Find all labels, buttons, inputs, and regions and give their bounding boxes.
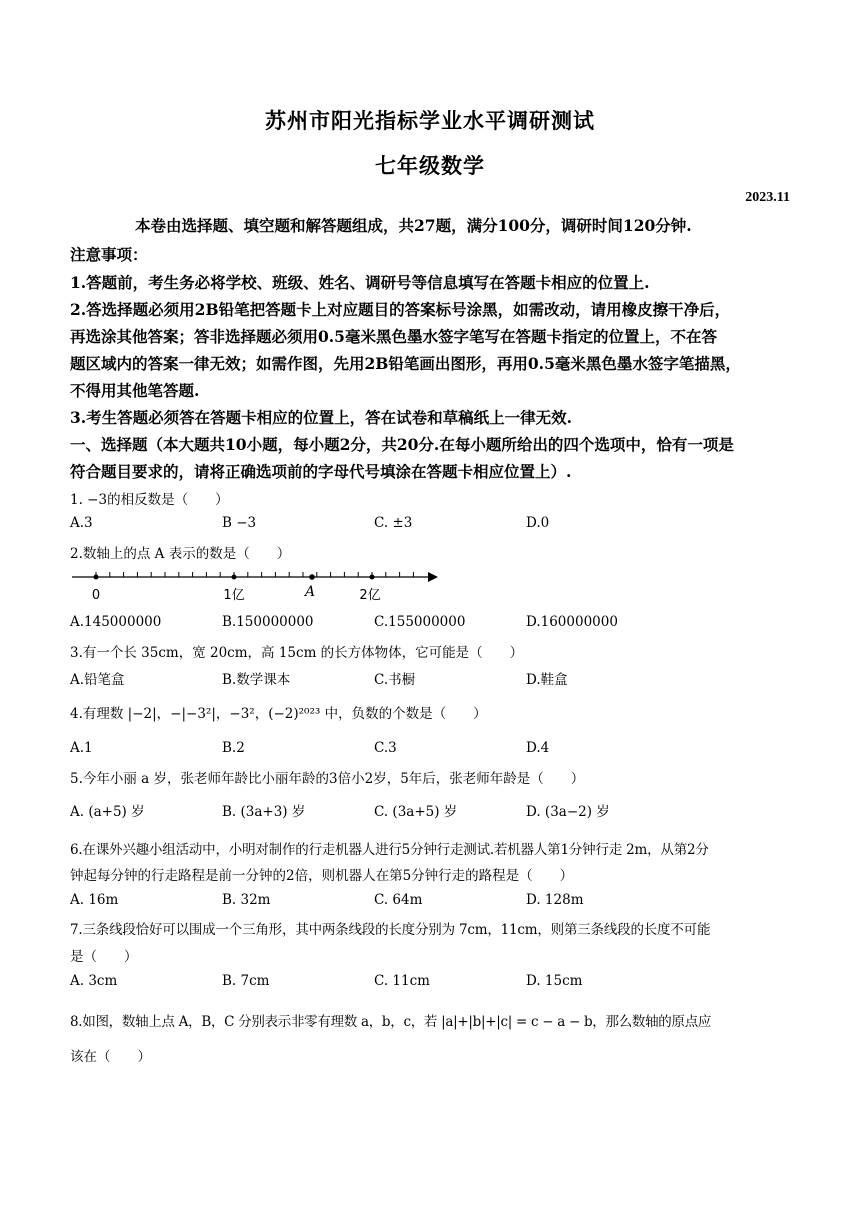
note-2-line-2: 再选涂其他答案；答非选择题必须用0.5毫米黑色墨水签字笔写在答题卡指定的位置上，不在答 bbox=[70, 327, 717, 346]
q5-option-a: A. (a+5) 岁 bbox=[70, 804, 145, 820]
intro-text: 本卷由选择题、填空题和解答题组成，共27题，满分100分，调研时间120分钟. bbox=[135, 216, 692, 235]
q2-option-a: A.145000000 bbox=[70, 614, 162, 630]
q6-option-b: B. 32m bbox=[222, 892, 271, 908]
section-1-line-1: 一、选择题（本大题共10小题，每小题2分，共20分.在每小题所给出的四个选项中，恰有一项是 bbox=[70, 435, 734, 454]
question-8-line-1: 8.如图，数轴上点 A，B，C 分别表示非零有理数 a，b，c，若 |a|+|b|+|c| = c − a − b，那么数轴的原点应 bbox=[70, 1014, 712, 1030]
axis-label-point-a: A bbox=[304, 584, 316, 600]
q3-option-b: B.数学课本 bbox=[222, 672, 291, 688]
q4-option-b: B.2 bbox=[222, 740, 245, 756]
q3-option-d: D.鞋盒 bbox=[526, 672, 568, 688]
q1-option-b: B −3 bbox=[222, 515, 257, 531]
q7-option-b: B. 7cm bbox=[222, 973, 270, 989]
q2-option-d: D.160000000 bbox=[526, 614, 618, 630]
section-1-line-2: 符合题目要求的，请将正确选项前的字母代号填涂在答题卡相应位置上）. bbox=[70, 462, 572, 481]
question-3-stem: 3.有一个长 35cm，宽 20cm，高 15cm 的长方体物体，它可能是（ ） bbox=[70, 645, 524, 661]
number-line-ticks bbox=[96, 572, 413, 577]
q7-option-a: A. 3cm bbox=[70, 973, 118, 989]
q4-option-d: D.4 bbox=[526, 740, 550, 756]
question-4-stem: 4.有理数 |−2|，−|−3²|，−3²，(−2)²⁰²³ 中，负数的个数是（ ） bbox=[70, 706, 487, 722]
q6-option-c: C. 64m bbox=[374, 892, 423, 908]
q6-option-a: A. 16m bbox=[70, 892, 119, 908]
exam-subtitle: 七年级数学 bbox=[375, 153, 485, 178]
tick-dot-zero bbox=[94, 575, 99, 580]
question-5-stem: 5.今年小丽 a 岁，张老师年龄比小丽年龄的3倍小2岁，5年后，张老师年龄是（ ） bbox=[70, 771, 585, 787]
q3-option-c: C.书橱 bbox=[374, 672, 416, 688]
axis-label-zero: 0 bbox=[91, 588, 101, 603]
q2-option-c: C.155000000 bbox=[374, 614, 466, 630]
q6-option-d: D. 128m bbox=[526, 892, 584, 908]
number-line-figure bbox=[70, 565, 440, 611]
question-1-stem: 1. −3的相反数是（ ） bbox=[70, 492, 229, 508]
exam-title: 苏州市阳光指标学业水平调研测试 bbox=[265, 108, 595, 133]
note-2-line-4: 不得用其他笔答题. bbox=[70, 381, 200, 400]
q1-option-a: A.3 bbox=[70, 515, 93, 531]
question-2-stem: 2.数轴上的点 A 表示的数是（ ） bbox=[70, 546, 291, 562]
note-2-line-3: 题区域内的答案一律无效；如需作图，先用2B铅笔画出图形，再用0.5毫米黑色墨水签字笔描黑， bbox=[70, 354, 741, 373]
axis-label-two: 2亿 bbox=[359, 588, 381, 603]
note-1: 1.答题前，考生务必将学校、班级、姓名、调研号等信息填写在答题卡相应的位置上. bbox=[70, 273, 650, 292]
question-6-line-2: 钟起每分钟的行走路程是前一分钟的2倍，则机器人在第5分钟行走的路程是（ ） bbox=[70, 868, 574, 884]
question-7-line-1: 7.三条线段恰好可以围成一个三角形，其中两条线段的长度分别为 7cm，11cm，则第三条线段的长度不可能 bbox=[70, 922, 711, 938]
q2-option-b: B.150000000 bbox=[222, 614, 314, 630]
q1-option-c: C. ±3 bbox=[374, 515, 413, 531]
question-7-line-2: 是（ ） bbox=[70, 949, 138, 965]
axis-label-one: 1亿 bbox=[223, 588, 245, 603]
q1-option-d: D.0 bbox=[526, 515, 550, 531]
q7-option-d: D. 15cm bbox=[526, 973, 583, 989]
question-8-line-2: 该在（ ） bbox=[70, 1049, 151, 1065]
notes-heading: 注意事项： bbox=[70, 245, 148, 264]
q7-option-c: C. 11cm bbox=[374, 973, 430, 989]
q4-option-c: C.3 bbox=[374, 740, 397, 756]
q5-option-d: D. (3a−2) 岁 bbox=[526, 804, 610, 820]
point-a-dot bbox=[309, 574, 315, 580]
exam-date: 2023.11 bbox=[745, 190, 790, 205]
tick-dot-one bbox=[232, 575, 237, 580]
q5-option-b: B. (3a+3) 岁 bbox=[222, 804, 306, 820]
note-3: 3.考生答题必须答在答题卡相应的位置上，答在试卷和草稿纸上一律无效. bbox=[70, 408, 573, 427]
note-2-line-1: 2.答选择题必须用2B铅笔把答题卡上对应题目的答案标号涂黑，如需改动，请用橡皮擦干净后， bbox=[70, 300, 731, 319]
q5-option-c: C. (3a+5) 岁 bbox=[374, 804, 458, 820]
q3-option-a: A.铅笔盒 bbox=[70, 672, 125, 688]
question-6-line-1: 6.在课外兴趣小组活动中，小明对制作的行走机器人进行5分钟行走测试.若机器人第1分钟行走 2m，从第2分 bbox=[70, 842, 709, 858]
q4-option-a: A.1 bbox=[70, 740, 93, 756]
tick-dot-two bbox=[370, 575, 375, 580]
